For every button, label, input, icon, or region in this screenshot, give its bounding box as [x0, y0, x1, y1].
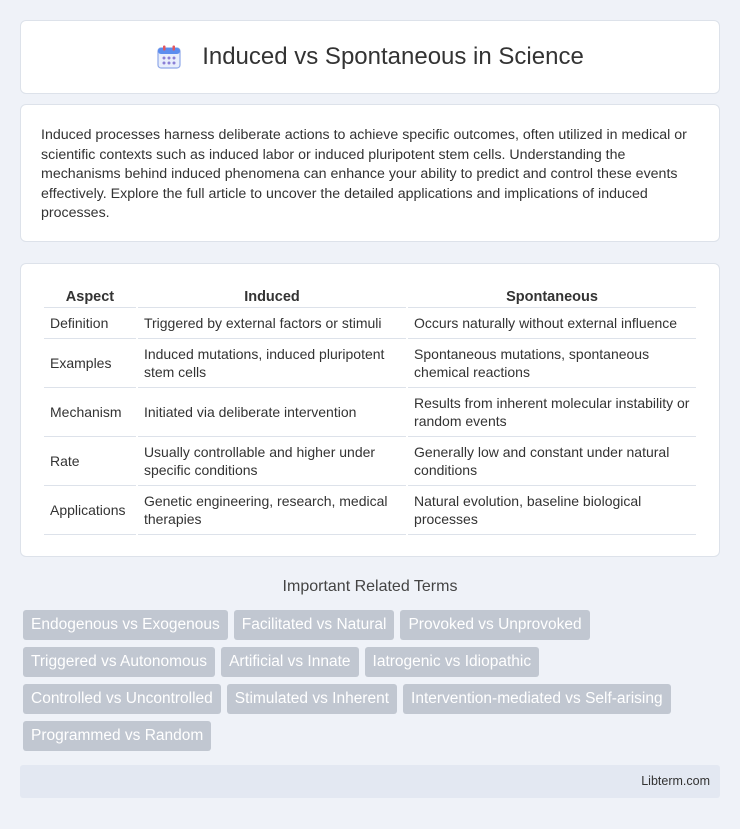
table-row — [44, 486, 696, 535]
table-cell-aspect: Rate — [44, 437, 136, 486]
intro-text: Induced processes harness deliberate actions to achieve specific outcomes, often utilized in medical or scientific contexts such as induced labor or induced pluripotent stem cells. Understanding the mechanisms behind induced phenomena can enhance your ability to predict and control these events effectively. Explore the full article to uncover the detailed applications and implications of induced processes. — [41, 127, 687, 222]
table-cell-induced: Genetic engineering, research, medical therapies — [138, 486, 406, 535]
calendar-icon — [156, 44, 182, 70]
related-term-link[interactable]: Facilitated vs Natural — [234, 610, 395, 640]
header-spontaneous: Spontaneous — [408, 286, 696, 308]
table-row — [44, 388, 696, 437]
table-row — [44, 308, 696, 339]
related-term-link[interactable]: Intervention-mediated vs Self-arising — [403, 684, 671, 714]
related-term-link[interactable]: Provoked vs Unprovoked — [400, 610, 589, 640]
related-term-link[interactable]: Controlled vs Uncontrolled — [23, 684, 221, 714]
table-cell-spontaneous: Occurs naturally without external influence — [408, 308, 696, 339]
table-cell-aspect: Applications — [44, 486, 136, 535]
related-term-link[interactable]: Programmed vs Random — [23, 721, 211, 751]
table-cell-aspect: Examples — [44, 339, 136, 388]
related-term-link[interactable]: Artificial vs Innate — [221, 647, 358, 677]
table-cell-spontaneous: Natural evolution, baseline biological processes — [408, 486, 696, 535]
comparison-table-card — [20, 263, 720, 557]
related-terms-list — [23, 610, 713, 751]
table-cell-induced: Triggered by external factors or stimuli — [138, 308, 406, 339]
table-cell-aspect: Mechanism — [44, 388, 136, 437]
header-aspect: Aspect — [44, 286, 136, 308]
table-cell-induced: Usually controllable and higher under specific conditions — [138, 437, 406, 486]
table-row — [44, 437, 696, 486]
intro-card — [20, 104, 720, 242]
table-row — [44, 339, 696, 388]
related-term-link[interactable]: Endogenous vs Exogenous — [23, 610, 228, 640]
table-cell-induced: Induced mutations, induced pluripotent stem cells — [138, 339, 406, 388]
related-term-link[interactable]: Stimulated vs Inherent — [227, 684, 397, 714]
table-header-row — [44, 286, 696, 308]
page-title: Induced vs Spontaneous in Science — [202, 43, 584, 70]
related-term-link[interactable]: Triggered vs Autonomous — [23, 647, 215, 677]
table-cell-aspect: Definition — [44, 308, 136, 339]
footer-brand-link[interactable]: Libterm.com — [641, 774, 710, 788]
table-cell-induced: Initiated via deliberate intervention — [138, 388, 406, 437]
comparison-table — [42, 286, 698, 535]
table-cell-spontaneous: Spontaneous mutations, spontaneous chemical reactions — [408, 339, 696, 388]
related-term-link[interactable]: Iatrogenic vs Idiopathic — [365, 647, 540, 677]
table-cell-spontaneous: Generally low and constant under natural conditions — [408, 437, 696, 486]
footer — [20, 765, 720, 798]
table-cell-spontaneous: Results from inherent molecular instability or random events — [408, 388, 696, 437]
header-card — [20, 20, 720, 94]
related-terms-title: Important Related Terms — [282, 578, 458, 595]
header-induced: Induced — [138, 286, 406, 308]
